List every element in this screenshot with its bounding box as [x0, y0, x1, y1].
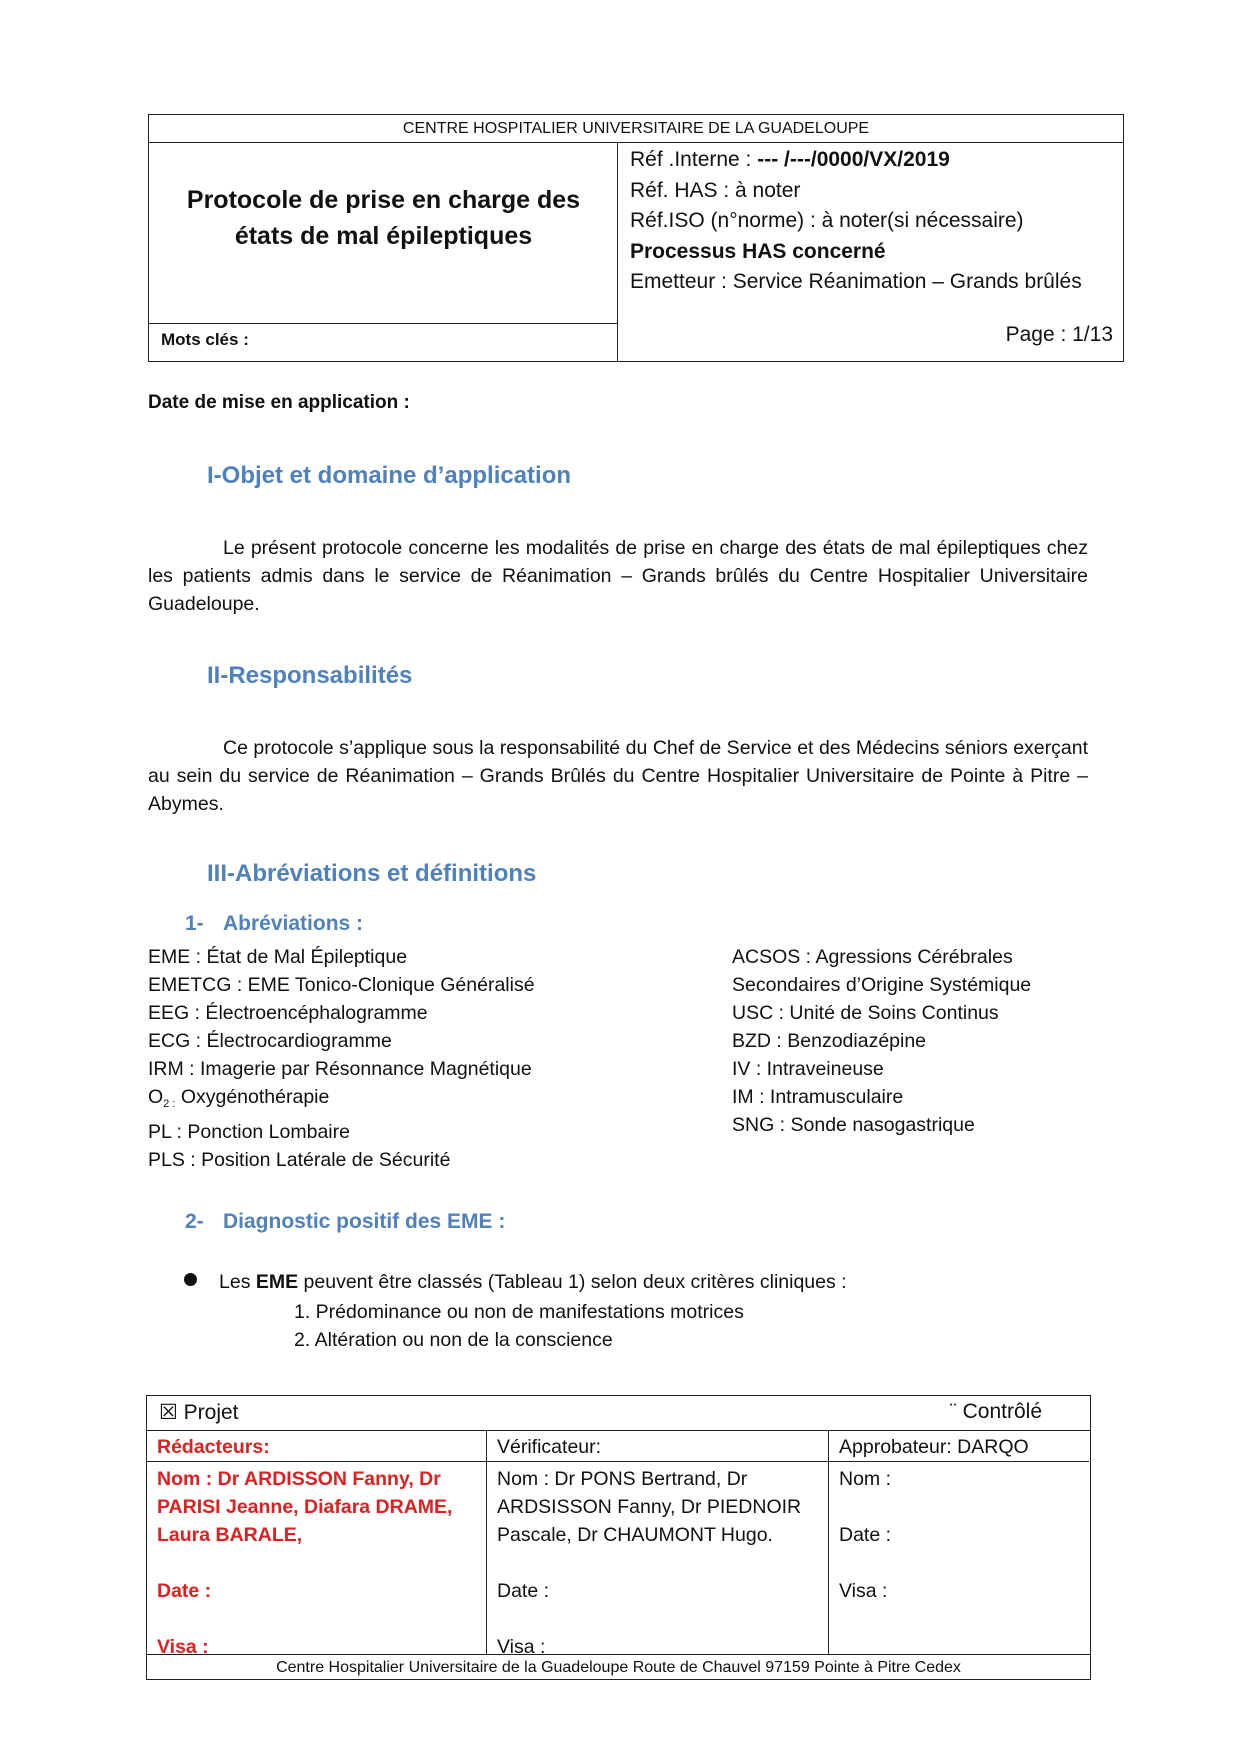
list-item: BZD : Benzodiazépine — [732, 1030, 927, 1052]
ref-iso: Réf.ISO (n°norme) : à noter(si nécessaire) — [630, 209, 1024, 232]
approbateur-nom: Nom : — [839, 1468, 892, 1490]
list-item-o2: $O_{2 :}$ Oxygénothérapie — [148, 1086, 330, 1110]
section-2-title: II-Responsabilités — [207, 662, 413, 689]
ref-has: Réf. HAS : à noter — [630, 178, 801, 202]
institution-name: CENTRE HOSPITALIER UNIVERSITAIRE DE LA GUADELOUPE — [149, 115, 1123, 143]
list-item: 2. Altération ou non de la conscience — [294, 1329, 613, 1351]
list-item: EME : État de Mal Épileptique — [148, 946, 408, 968]
subsection-2-title: 2- Diagnostic positif des EME : — [185, 1210, 506, 1233]
diagnostic-bullet: Les EME peuvent être classés (Tableau 1) selon deux critères cliniques : — [184, 1271, 847, 1294]
hospital-address: Centre Hospitalier Universitaire de la Guadeloupe Route de Chauvel 97159 Pointe à Pitre Cedex — [147, 1654, 1090, 1680]
page-number: Page : 1/13 — [1005, 323, 1113, 346]
list-item: EEG : Électroencéphalogramme — [148, 1002, 428, 1024]
approbateur-column — [829, 1431, 1089, 1654]
verificateur-date: Date : — [497, 1580, 550, 1602]
approbateur-heading: Approbateur: DARQO — [829, 1434, 1089, 1462]
section-1-title: I-Objet et domaine d’application — [207, 462, 572, 489]
list-item: ACSOS : Agressions Cérébrales — [732, 946, 1013, 968]
redacteurs-heading: Rédacteurs: — [147, 1434, 486, 1462]
list-item: IV : Intraveineuse — [732, 1058, 884, 1080]
list-item: PLS : Position Latérale de Sécurité — [148, 1149, 451, 1171]
list-item: USC : Unité de Soins Continus — [732, 1002, 999, 1024]
document-title: Protocole de prise en charge des états de mal épileptiques — [186, 186, 581, 250]
projet-checkbox-label: ☒ Projet — [159, 1401, 239, 1424]
approbateur-visa: Visa : — [839, 1580, 888, 1602]
header-left-cell — [149, 143, 618, 361]
list-item: IRM : Imagerie par Résonnance Magnétique — [148, 1058, 532, 1080]
controle-checkbox-label: ¨ Contrôlé — [949, 1400, 1042, 1423]
list-item: 1. Prédominance ou non de manifestations motrices — [294, 1301, 744, 1323]
section-3-title: III-Abréviations et définitions — [207, 860, 537, 887]
diagnostic-criteria-list — [294, 1298, 744, 1354]
section-2-text: Ce protocole s’applique sous la responsabilité du Chef de Service et des Médecins séniors exerçant au sein du service de Réanimation – Grands Brûlés du Centre Hospitalier Universitaire de Pointe à Pitre – Abymes. — [148, 737, 1088, 815]
list-item: EMETCG : EME Tonico-Clonique Généralisé — [148, 974, 535, 996]
redacteurs-visa: Visa : — [157, 1636, 209, 1658]
header-table — [148, 114, 1124, 362]
redacteurs-names: Nom : Dr ARDISSON Fanny, Dr PARISI Jeanne, Diafara DRAME, Laura BARALE, — [157, 1468, 453, 1546]
list-item: SNG : Sonde nasogastrique — [732, 1114, 975, 1136]
verificateur-names: Nom : Dr PONS Bertrand, Dr ARDSISSON Fanny, Dr PIEDNOIR Pascale, Dr CHAUMONT Hugo. — [497, 1468, 802, 1546]
bullet-icon — [184, 1273, 197, 1286]
list-item: ECG : Électrocardiogramme — [148, 1030, 392, 1052]
verificateur-column — [487, 1431, 829, 1658]
redacteurs-column — [147, 1431, 487, 1658]
approbateur-date: Date : — [839, 1524, 892, 1546]
processus-has: Processus HAS concerné — [630, 239, 886, 263]
list-item: Secondaires d’Origine Systémique — [732, 974, 1032, 996]
list-item: IM : Intramusculaire — [732, 1086, 904, 1108]
subsection-1-title: 1- Abréviations : — [185, 912, 364, 935]
status-row — [147, 1396, 1090, 1431]
date-application: Date de mise en application : — [148, 392, 410, 413]
emetteur: Emetteur : Service Réanimation – Grands brûlés — [630, 270, 1082, 293]
abbreviations-right-list — [732, 943, 1031, 1139]
verificateur-heading: Vérificateur: — [487, 1434, 828, 1462]
section-1-text: Le présent protocole concerne les modalités de prise en charge des états de mal épileptiques chez les patients admis dans le service de Réanimation – Grands brûlés du Centre Hospitalier Universitaire Guadeloupe. — [148, 537, 1088, 615]
list-item: PL : Ponction Lombaire — [148, 1121, 350, 1143]
header-right-cell — [630, 145, 1110, 298]
keywords-label: Mots clés : — [149, 323, 617, 361]
validation-table — [146, 1395, 1091, 1680]
abbreviations-left-list — [148, 943, 535, 1174]
verificateur-visa: Visa : — [497, 1636, 546, 1658]
ref-interne: Réf .Interne : --- /---/0000/VX/2019 — [630, 148, 950, 171]
redacteurs-date: Date : — [157, 1580, 212, 1602]
